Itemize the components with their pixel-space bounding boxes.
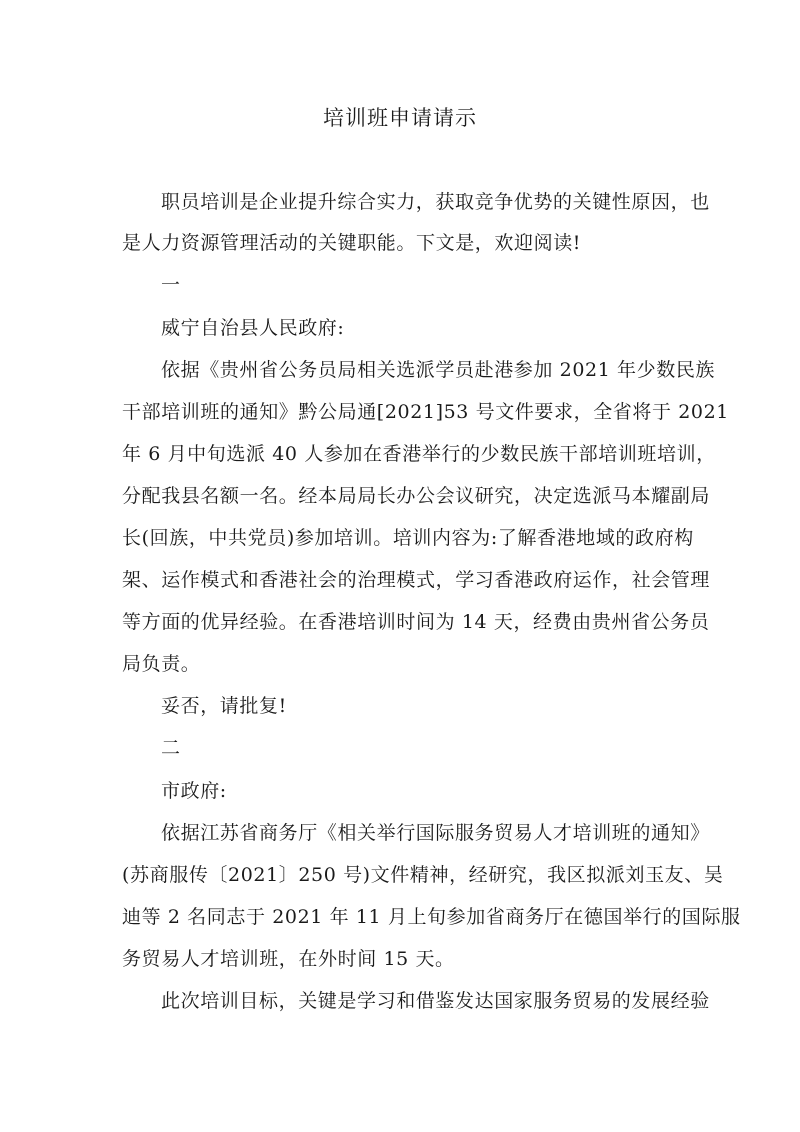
paragraph-line: 职员培训是企业提升综合实力，获取竞争优势的关键性原因，也 [161,191,710,213]
paragraph-line: 依据江苏省商务厅《相关举行国际服务贸易人才培训班的通知》 [161,822,710,844]
paragraph-line: 是人力资源管理活动的关键职能。下文是，欢迎阅读! [122,232,582,254]
paragraph-line: 长(回族，中共党员)参加培训。培训内容为:了解香港地域的政府构 [122,527,694,549]
addressee: 威宁自治县人民政府: [161,317,345,339]
paragraph-line: 局负责。 [122,653,201,675]
paragraph-line: (苏商服传〔2021〕250 号)文件精神，经研究，我区拟派刘玉友、吴 [122,864,724,886]
section-marker: 一 [161,274,181,296]
addressee: 市政府: [161,780,227,802]
paragraph-line: 此次培训目标，关键是学习和借鉴发达国家服务贸易的发展经验 [161,990,710,1012]
paragraph-line: 务贸易人才培训班，在外时间 15 天。 [122,948,455,970]
paragraph-line: 迪等 2 名同志于 2021 年 11 月上旬参加省商务厅在德国举行的国际服 [122,906,741,928]
document-title: 培训班申请请示 [323,106,477,130]
paragraph-line: 干部培训班的通知》黔公局通[2021]53 号文件要求，全省将于 2021 [122,401,729,423]
paragraph-line: 分配我县名额一名。经本局局长办公会议研究，决定选派马本耀副局 [122,485,711,507]
paragraph-line: 年 6 月中旬选派 40 人参加在香港举行的少数民族干部培训班培训， [122,443,716,465]
section-marker: 二 [161,737,181,759]
paragraph-line: 等方面的优异经验。在香港培训时间为 14 天，经费由贵州省公务员 [122,611,710,633]
paragraph-line: 架、运作模式和香港社会的治理模式，学习香港政府运作，社会管理 [122,569,711,591]
closing-line: 妥否，请批复! [161,695,287,717]
paragraph-line: 依据《贵州省公务员局相关选派学员赴港参加 2021 年少数民族 [161,359,716,381]
